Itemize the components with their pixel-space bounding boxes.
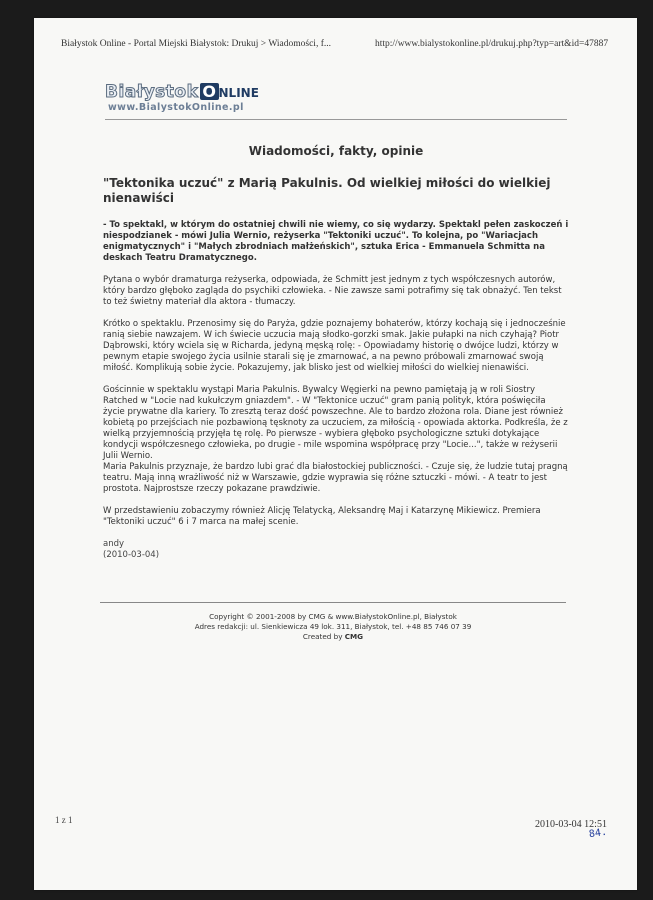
article-paragraph: Krótko o spektaklu. Przenosimy się do Paryża, gdzie poznajemy bohaterów, którzy kochają się i jednocześnie ranią siebie nawzajem. W ich świecie uczucia mają słodko-gorzki smak. Jakie pułapki na nich czyhają? Piotr Dąbrowski, który wciela się w Richarda, jedyną męską rolę: - Opowiadamy historię o dwójce ludzi, którzy w pewnym etapie swojego życia usilnie starali się je zmarnować, a na pewno próbowali zmarnować swoją miłość. Komplikują sobie życie. Pokazujemy, jak blisko jest od wielkiej miłości do wielkiej nienawiści. bbox=[103, 319, 566, 373]
logo-suffix: NLINE bbox=[218, 86, 259, 100]
print-header-url: http://www.bialystokonline.pl/drukuj.php?typ=art&id=47887 bbox=[375, 39, 609, 49]
printed-page bbox=[34, 18, 637, 890]
section-title: Wiadomości, fakty, opinie bbox=[248, 144, 424, 158]
header-divider bbox=[105, 119, 567, 120]
footer-divider bbox=[100, 602, 566, 603]
article-date: (2010-03-04) bbox=[103, 550, 160, 560]
footer-address: Adres redakcji: ul. Sienkiewicza 49 lok. 311, Białystok, tel. +48 85 746 07 39 bbox=[194, 622, 472, 631]
article bbox=[103, 176, 569, 561]
footer-copyright: Copyright © 2001-2008 by CMG & www.BiałystokOnline.pl, Białystok bbox=[209, 612, 457, 621]
logo-letter: O bbox=[202, 82, 217, 101]
article-paragraph: W przedstawieniu zobaczymy również Alicję Telatycką, Aleksandrę Maj i Katarzynę Mikiewicz. Premiera "Tektoniki uczuć" 6 i 7 marca na małej scenie. bbox=[103, 506, 541, 527]
handwritten-note: 84. bbox=[588, 826, 608, 841]
site-logo bbox=[105, 82, 275, 118]
article-paragraph: Gościnnie w spektaklu wystąpi Maria Pakulnis. Bywalcy Węgierki na pewno pamiętają ją w roli Siostry Ratched w "Locie nad kukułczym gniazdem". - W "Tektonice uczuć" gram panią polityk, która poświęciła życie prywatne dla kariery. To zresztą teraz dość powszechne. Ale to bardzo złożona rola. Diane jest również kobietą po przejściach nie pozbawioną tęsknoty za uczuciem, za miłością - opowiada aktorka. Podkreśla, że z wielką przyjemnością przyjęła tę rolę. Po pierwsze - wybiera głęboko psychologiczne sztuki dotykające kondycji współczesnego człowieka, po drugie - mile wspomina współpracę przy "Locie...", także w reżyserii Julii Wernio. bbox=[103, 385, 568, 461]
site-footer bbox=[100, 612, 566, 642]
logo-wordmark bbox=[105, 82, 259, 102]
footer-created-by: Created by CMG bbox=[302, 632, 364, 641]
logo-url: www.BialystokOnline.pl bbox=[108, 102, 244, 113]
article-paragraph: Pytana o wybór dramaturga reżyserka, odpowiada, że Schmitt jest jednym z tych współczesnych autorów, który bardzo głęboko zagląda do psychiki człowieka. - Nie zawsze sami potrafimy się tak obnażyć. Ten tekst to też świetny materiał dla aktora - tłumaczy. bbox=[103, 275, 562, 307]
footer-site-link: www.BiałystokOnline.pl bbox=[335, 612, 420, 621]
article-author: andy bbox=[103, 539, 125, 549]
article-lead: - To spektakl, w którym do ostatniej chwili nie wiemy, co się wydarzy. Spektakl pełen zaskoczeń i niespodzianek - mówi Julia Wernio, reżyserka "Tektoniki uczuć". To kolejna, po "Wariacjach enigmatycznych" i "Małych zbrodniach małżeńskich", sztuka Erica - Emmanuela Schmitta na deskach Teatru Dramatycznego. bbox=[103, 220, 569, 263]
print-datetime: 2010-03-04 12:51 bbox=[535, 819, 607, 830]
print-header-title: Białystok Online - Portal Miejski Białystok: Drukuj > Wiadomości, f... bbox=[61, 39, 331, 49]
article-paragraph: Maria Pakulnis przyznaje, że bardzo lubi grać dla białostockiej publiczności. - Czuje się, że ludzie tutaj pragną teatru. Mają inną wrażliwość niż w Warszawie, gdzie wyprawia się różne sztuczki - mówi. - A teatr to jest prostota. Najprostsze rzeczy pokazane prawdziwie. bbox=[103, 462, 568, 494]
article-headline: "Tektonika uczuć" z Marią Pakulnis. Od wielkiej miłości do wielkiej nienawiści bbox=[103, 176, 551, 205]
logo-name: Białystok bbox=[105, 82, 199, 102]
print-page-number: 1 z 1 bbox=[55, 815, 73, 825]
